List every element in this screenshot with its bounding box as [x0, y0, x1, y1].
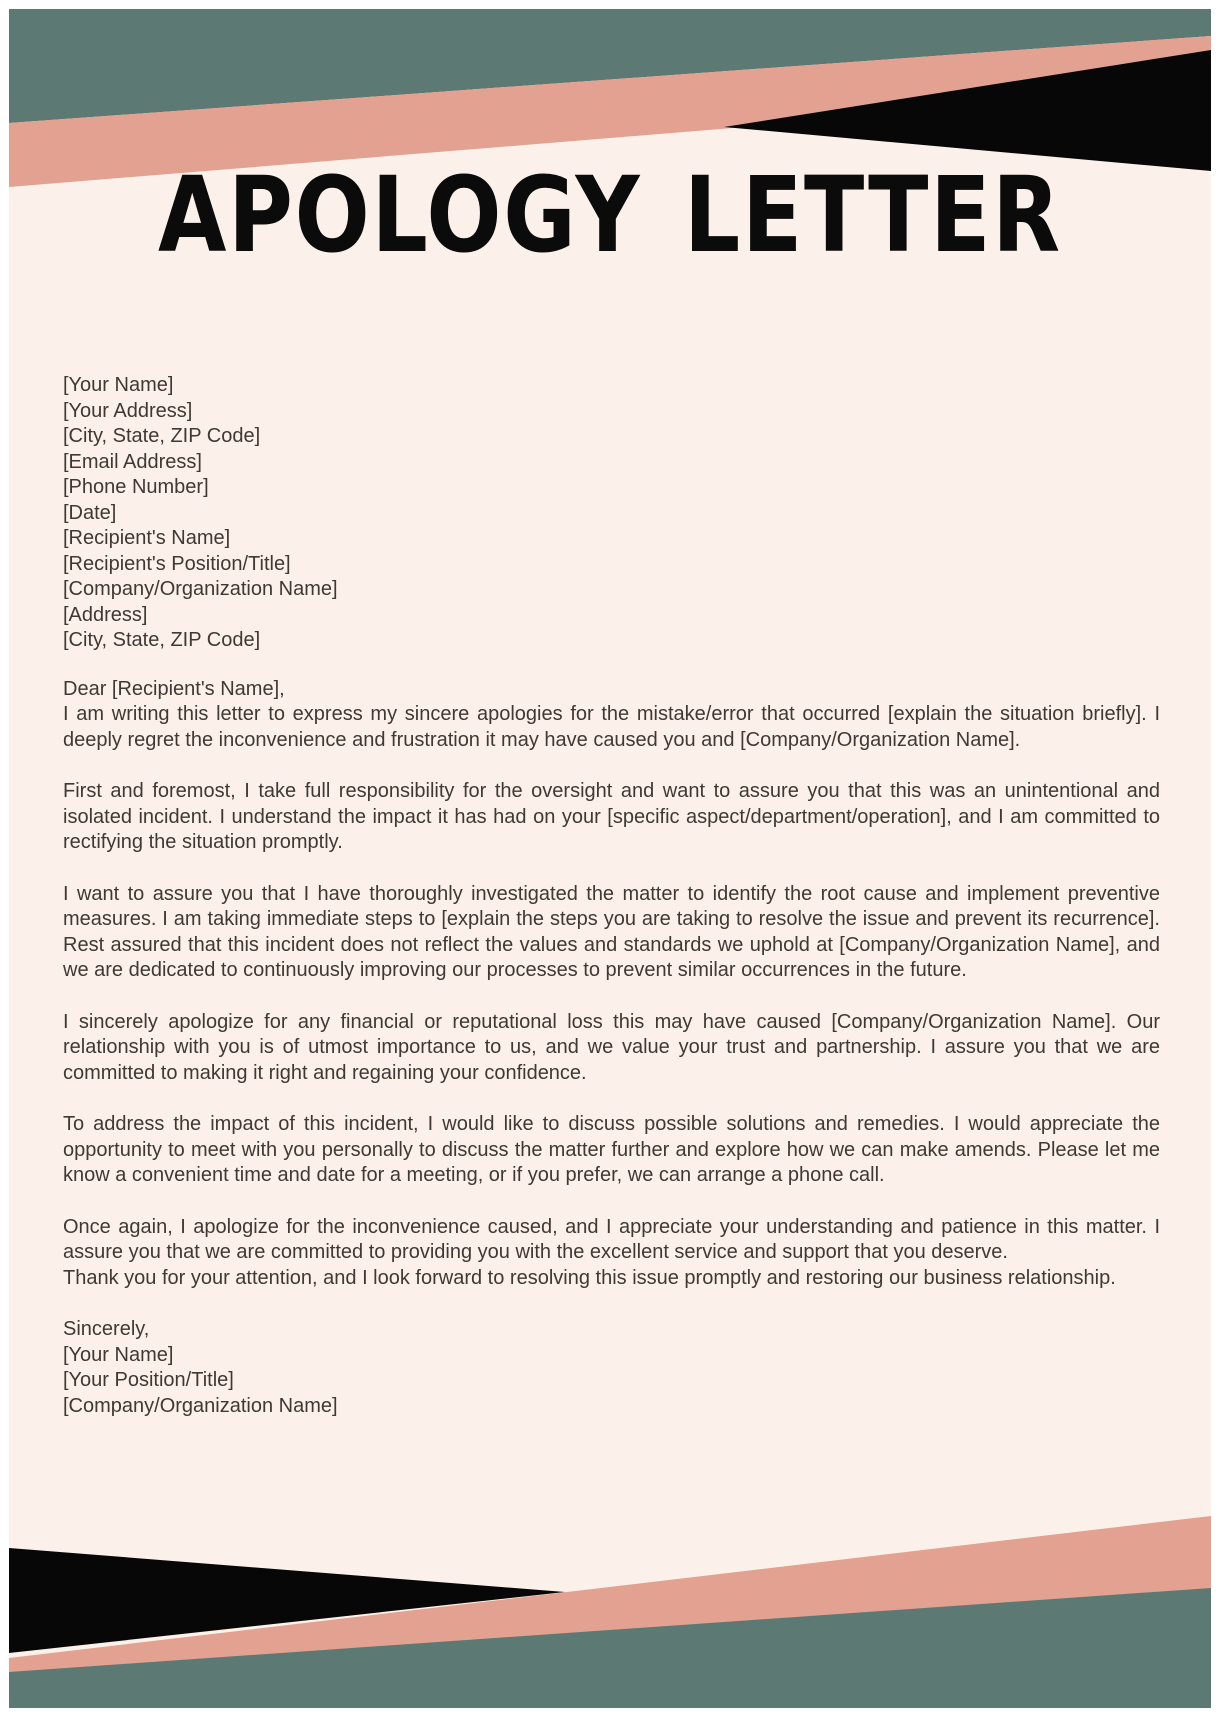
paragraph-block	[63, 779, 1160, 856]
signature-block	[63, 1317, 1160, 1419]
address-line: [Recipient's Position/Title]	[63, 552, 291, 575]
paragraph-block	[63, 882, 1160, 984]
address-line: [Address]	[63, 603, 148, 626]
salutation-and-intro	[63, 677, 1160, 754]
paragraph-apology-loss: I sincerely apologize for any financial or reputational loss this may have caused [Company/Organization Name]. Our relationship with you is of utmost importance to us, and we value your trust and partnership. I assure you that we are committed to making it right and regaining your confidence.	[63, 1010, 1160, 1084]
address-line: [Company/Organization Name]	[63, 578, 338, 600]
paragraph-block	[63, 1215, 1160, 1292]
address-line: [Date]	[63, 501, 117, 524]
paragraph-intro: I am writing this letter to express my sincere apologies for the mistake/error that occurred [explain the situation briefly]. I deeply regret the inconvenience and frustration it may have caused you and [Company/Organization Name].	[63, 703, 1160, 751]
address-line: [Phone Number]	[63, 476, 209, 498]
sender-recipient-block	[63, 373, 1160, 654]
paragraph-block	[63, 1112, 1160, 1189]
paragraph-remedies: To address the impact of this incident, I would like to discuss possible solutions and remedies. I would appreciate the opportunity to meet with you personally to discuss the matter further and explore how we can make amends. Please let me know a convenient time and date for a meeting, or if you prefer, we can arrange a phone call.	[63, 1113, 1160, 1186]
salutation: Dear [Recipient's Name],	[63, 677, 285, 700]
address-line: [Recipient's Name]	[63, 527, 231, 549]
closing: Sincerely,	[63, 1318, 150, 1340]
letter-body	[63, 373, 1160, 1419]
signature-line: [Company/Organization Name]	[63, 1394, 338, 1417]
paragraph-investigation: I want to assure you that I have thoroughly investigated the matter to identify the root cause and implement preventive measures. I am taking immediate steps to [explain the steps you are taking to resolve the issue and prevent its recurrence]. Rest assured that this incident does not reflect the values and standards we uphold at [Company/Organization Name], and we are dedicated to continuously improving our processes to prevent similar occurrences in the future.	[63, 882, 1160, 981]
signature-line: [Your Position/Title]	[63, 1369, 234, 1391]
paragraph-block	[63, 1010, 1160, 1087]
paragraph-once-again: Once again, I apologize for the inconvenience caused, and I appreciate your understanding and patience in this matter. I assure you that we are committed to providing you with the excellent service and support that you deserve.	[63, 1215, 1160, 1263]
address-line: [City, State, ZIP Code]	[63, 425, 261, 447]
page-title: APOLOGY LETTER	[158, 154, 1062, 276]
address-line: [Email Address]	[63, 450, 202, 473]
letter-canvas	[9, 9, 1211, 1708]
paragraph-thank-you: Thank you for your attention, and I look forward to resolving this issue promptly and restoring our business relationship.	[63, 1266, 1116, 1289]
address-line: [Your Name]	[63, 374, 174, 396]
paragraph-responsibility: First and foremost, I take full responsibility for the oversight and want to assure you that this was an unintentional and isolated incident. I understand the impact it has had on your [specific aspect/department/operation], and I am committed to rectifying the situation promptly.	[63, 780, 1160, 853]
address-line: [Your Address]	[63, 399, 193, 422]
address-line: [City, State, ZIP Code]	[63, 629, 261, 651]
signature-line: [Your Name]	[63, 1343, 174, 1366]
